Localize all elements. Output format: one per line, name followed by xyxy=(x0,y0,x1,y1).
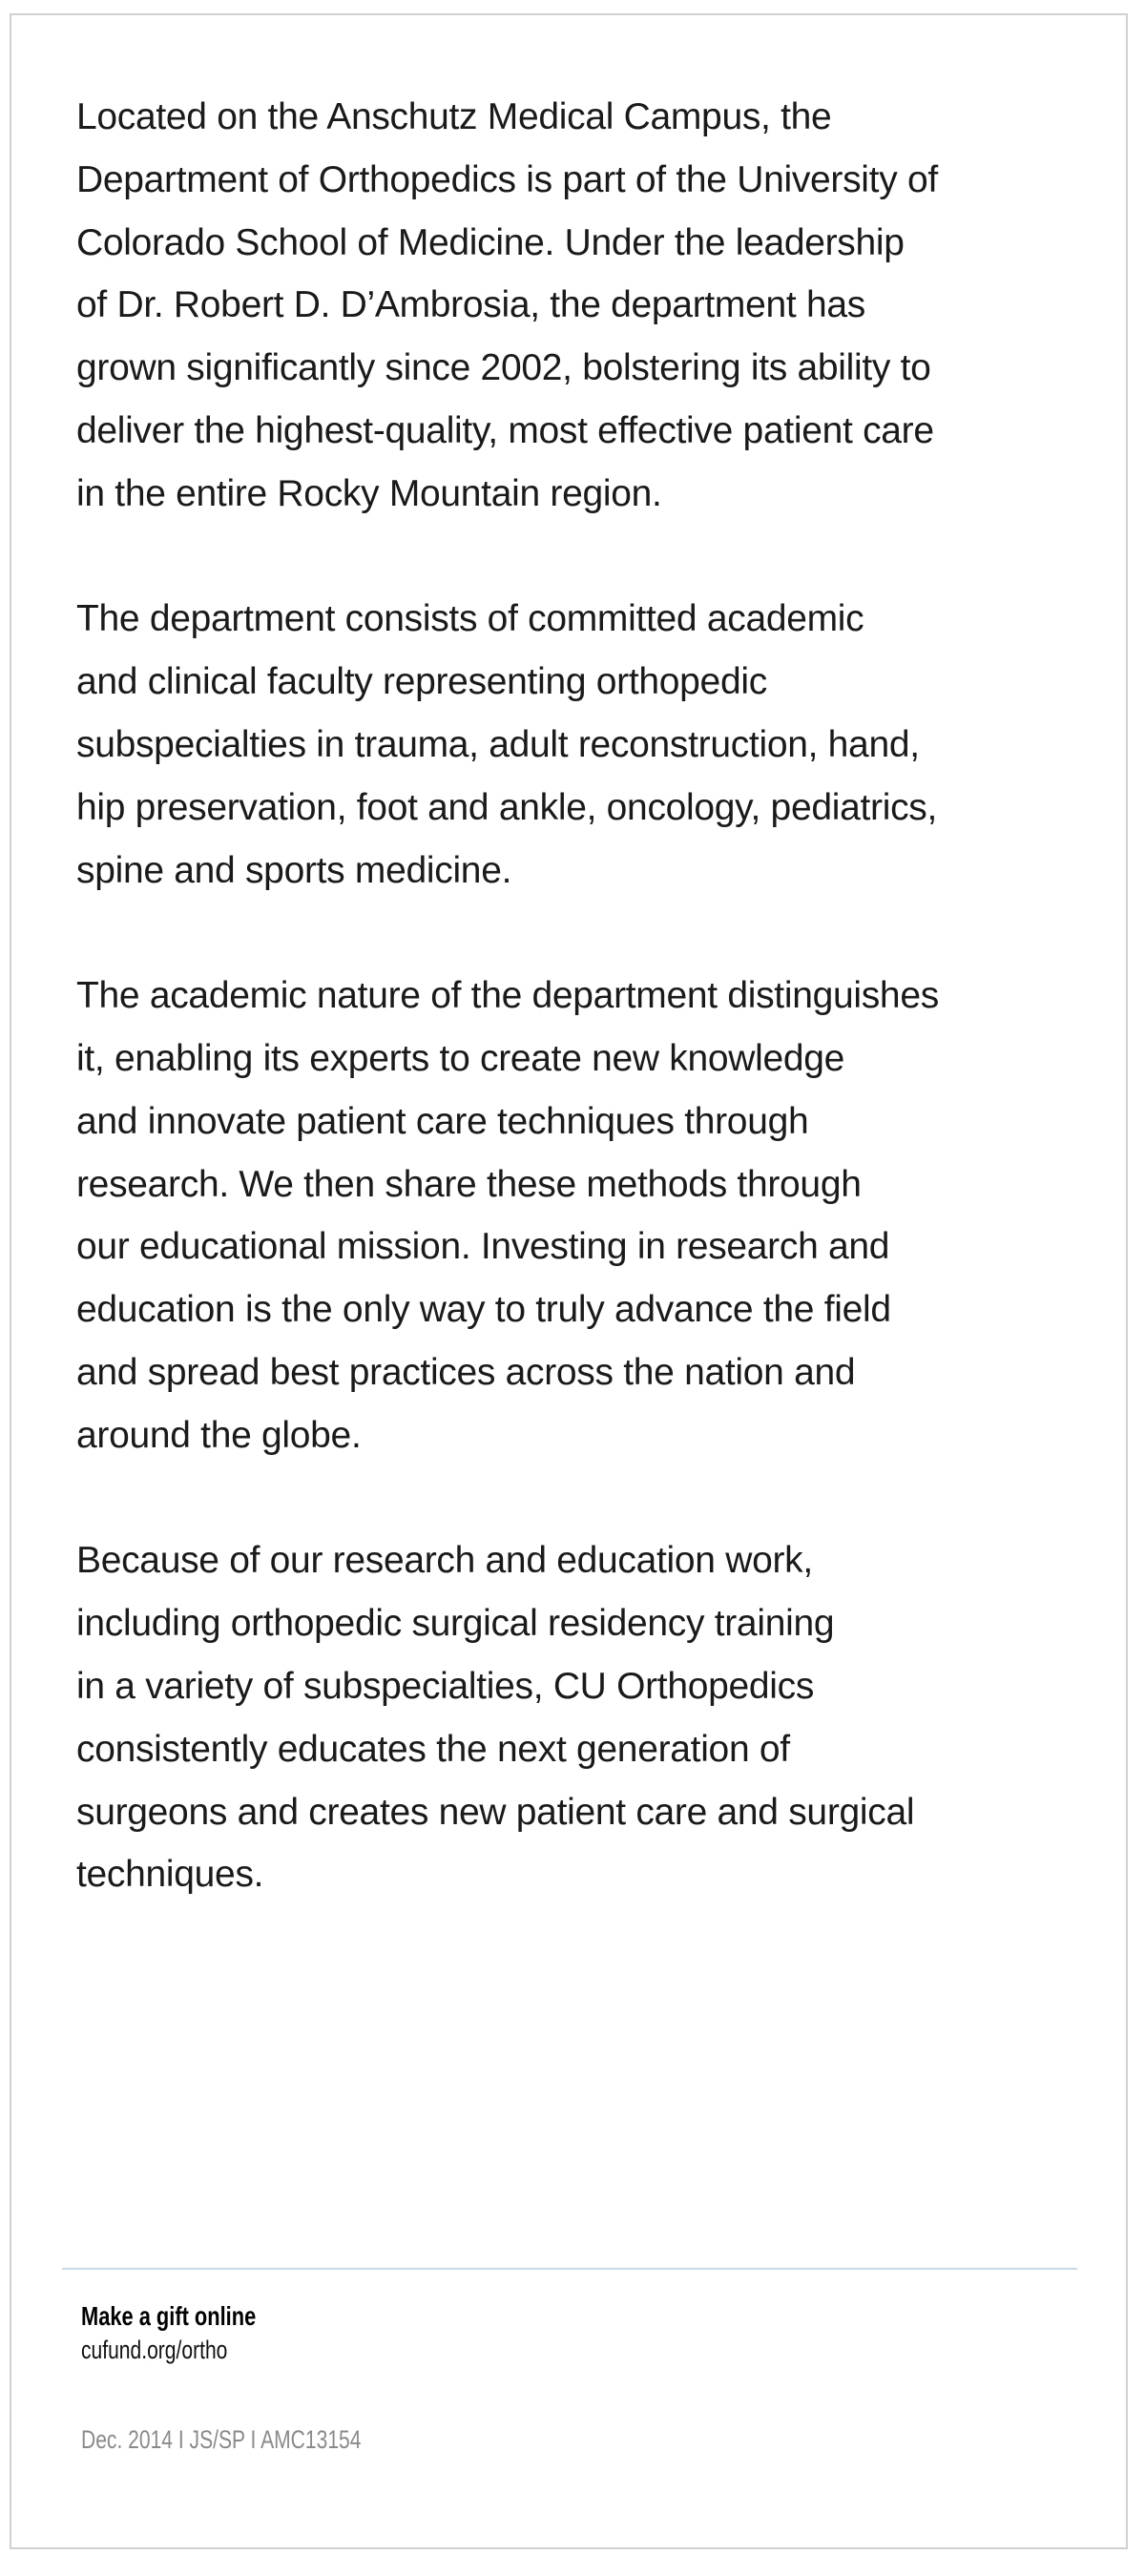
text-line: The academic nature of the department distinguishes xyxy=(76,975,939,1017)
text-line: around the globe. xyxy=(76,1414,362,1456)
text-line: Because of our research and education work, xyxy=(76,1540,813,1582)
text-line: and spread best practices across the nation and xyxy=(76,1351,856,1393)
text-line: subspecialties in trauma, adult reconstruction, hand, xyxy=(76,723,920,765)
text-line: it, enabling its experts to create new knowledge xyxy=(76,1037,845,1079)
text-line: The department consists of committed academic xyxy=(76,598,864,640)
text-line: in a variety of subspecialties, CU Orthopedics xyxy=(76,1665,815,1707)
text-line: Colorado School of Medicine. Under the leadership xyxy=(76,221,905,263)
text-line: and clinical faculty representing orthopedic xyxy=(76,661,767,703)
text-line: grown significantly since 2002, bolstering its ability to xyxy=(76,347,931,389)
text-line: Located on the Anschutz Medical Campus, the xyxy=(76,96,832,137)
text-line: research. We then share these methods through xyxy=(76,1163,862,1205)
text-line: our educational mission. Investing in research and xyxy=(76,1226,890,1268)
paragraph xyxy=(76,588,1107,902)
text-line: education is the only way to truly advance the field xyxy=(76,1289,891,1331)
text-line: of Dr. Robert D. D’Ambrosia, the department has xyxy=(76,284,865,326)
gift-title: Make a gift online xyxy=(81,2301,257,2331)
text-line: in the entire Rocky Mountain region. xyxy=(76,472,662,514)
paragraph xyxy=(76,86,1107,526)
text-line: spine and sports medicine. xyxy=(76,849,512,891)
text-line: deliver the highest-quality, most effective patient care xyxy=(76,409,934,451)
paragraph xyxy=(76,965,1107,1466)
footer-divider xyxy=(62,2268,1077,2270)
text-line: Department of Orthopedics is part of the University of xyxy=(76,158,938,200)
paragraph xyxy=(76,1529,1107,1906)
publication-meta: Dec. 2014 I JS/SP I AMC13154 xyxy=(81,2425,362,2454)
text-line: techniques. xyxy=(76,1854,264,1896)
body-text xyxy=(76,86,1107,1969)
text-line: including orthopedic surgical residency training xyxy=(76,1603,835,1645)
text-line: consistently educates the next generation of xyxy=(76,1728,790,1770)
text-line: hip preservation, foot and ankle, oncology, pediatrics, xyxy=(76,786,938,828)
text-line: surgeons and creates new patient care and surgical xyxy=(76,1791,915,1833)
text-line: and innovate patient care techniques through xyxy=(76,1100,809,1142)
gift-url-link[interactable]: cufund.org/ortho xyxy=(81,2336,228,2364)
